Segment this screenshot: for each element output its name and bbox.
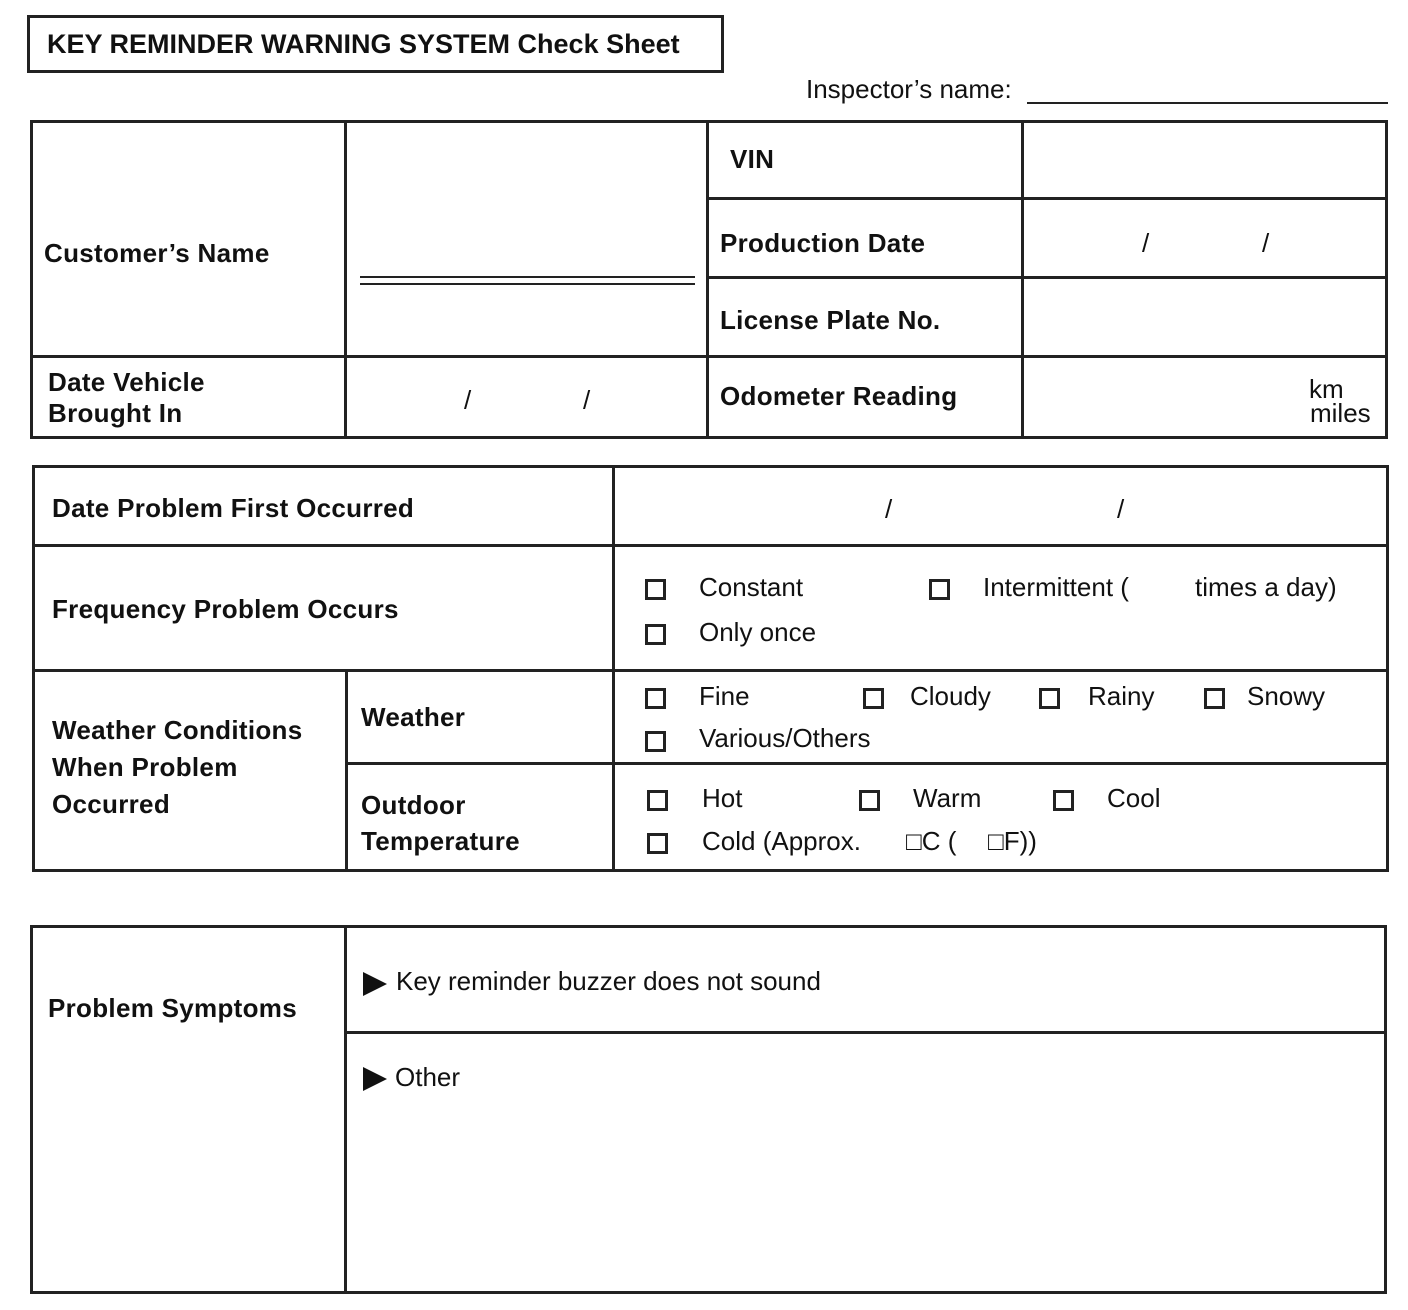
outdoor-temp-label-1: Outdoor [361,790,466,820]
hot-option: Hot [702,783,743,813]
production-date-slash-1: / [1142,228,1150,258]
weather-conditions-label-2: When Problem [52,752,238,782]
date-brought-in-label-2: Brought In [48,398,183,428]
inspector-name-label: Inspector’s name: [806,74,1012,104]
date-first-label: Date Problem First Occurred [52,493,415,523]
frequency-label: Frequency Problem Occurs [52,594,399,624]
checkbox-icon[interactable] [645,624,666,645]
checkbox-icon[interactable] [647,833,668,854]
times-a-day-text: times a day) [1195,572,1337,602]
date-first-slash-2: / [1117,494,1125,524]
date-first-slash-1: / [885,494,893,524]
customer-name-label: Customer’s Name [44,238,270,268]
checkbox-icon[interactable] [645,579,666,600]
snowy-option: Snowy [1247,681,1326,711]
production-date-label: Production Date [720,228,926,258]
degrees-celsius: □C ( [906,826,957,856]
triangle-right-icon [363,1067,387,1091]
page-title: KEY REMINDER WARNING SYSTEM Check Sheet [27,15,724,73]
checkbox-icon[interactable] [645,731,666,752]
checkbox-icon[interactable] [647,790,668,811]
rainy-option: Rainy [1088,681,1155,711]
checkbox-icon[interactable] [645,688,666,709]
symptom-item-buzzer: Key reminder buzzer does not sound [396,966,821,996]
vin-label: VIN [730,144,775,174]
checkbox-icon[interactable] [1204,688,1225,709]
production-date-slash-2: / [1262,228,1270,258]
date-brought-in-label-1: Date Vehicle [48,367,205,397]
date-brought-in-slash-1: / [464,385,472,415]
license-plate-label: License Plate No. [720,305,941,335]
problem-symptoms-label: Problem Symptoms [48,993,297,1023]
warm-option: Warm [913,783,982,813]
outdoor-temp-label-2: Temperature [361,826,520,856]
vehicle-info-table [30,120,1388,439]
triangle-right-icon [363,972,387,996]
fine-option: Fine [699,681,750,711]
symptom-item-other: Other [395,1062,461,1092]
date-brought-in-slash-2: / [583,385,591,415]
weather-conditions-label-3: Occurred [52,789,171,819]
weather-conditions-label-1: Weather Conditions [52,715,303,745]
cool-option: Cool [1107,783,1161,813]
various-option: Various/Others [699,723,871,753]
checkbox-icon[interactable] [859,790,880,811]
constant-option: Constant [699,572,804,602]
km-unit: km [1309,374,1344,404]
odometer-label: Odometer Reading [720,381,958,411]
miles-unit: miles [1310,398,1371,428]
cold-option: Cold (Approx. [702,826,861,856]
inspector-name-field[interactable] [1027,102,1388,104]
checkbox-icon[interactable] [1039,688,1060,709]
checkbox-icon[interactable] [1053,790,1074,811]
cloudy-option: Cloudy [910,681,991,711]
checkbox-icon[interactable] [863,688,884,709]
weather-label: Weather [361,702,466,732]
intermittent-option: Intermittent ( [983,572,1129,602]
degrees-fahrenheit: □F)) [988,826,1037,856]
checkbox-icon[interactable] [929,579,950,600]
customer-name-field[interactable] [360,276,695,278]
only-once-option: Only once [699,617,817,647]
